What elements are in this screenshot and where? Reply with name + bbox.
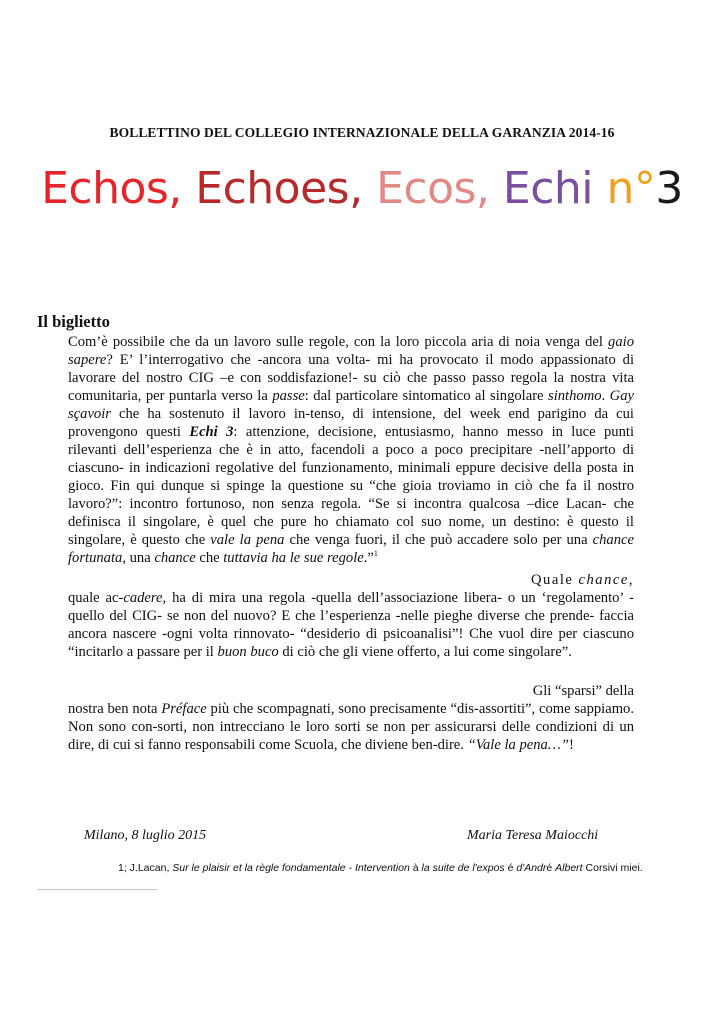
paragraph-3: Gli “sparsi” della nostra ben nota Préface più che scompagnati, sono precisamente “dis-assortiti”, come sappiamo. Non sono con-sorti, non intrecciano le loro sorti se non per assicurarsi delle condizioni di un dire, di cui si fanno responsabili come Scuola, che diviene ben-dire. “Vale la pena…”! xyxy=(68,683,635,753)
title-word-ecos: Ecos, xyxy=(376,163,490,214)
section-title: Il biglietto xyxy=(37,312,110,331)
title-issue-number: 3 xyxy=(655,163,683,214)
paragraph-2: Quale chance, quale ac-cadere, ha di mira una regola -quella dell’associazione libera- o un ‘regolamento’ - quello del CIG- se non del nuovo? E che l’esperienza -nelle pieghe diverse che prende- faccia ancora nascere -ogni volta rinnovato- “desiderio di psicoanalisi”! Che vuol dire per ciascuno “incitarlo a passare per il buon buco di ciò che gli viene offerto, a lui come singolare”. xyxy=(68,572,634,660)
bulletin-header: BOLLETTINO DEL COLLEGIO INTERNAZIONALE DELLA GARANZIA 2014-16 xyxy=(109,125,615,140)
paragraph-1: Com’è possibile che da un lavoro sulle regole, con la loro piccola aria di noia venga del gaio sapere? E’ l’interrogativo che -ancora una volta- mi ha provocato il modo appassionato di lavorare del nostro CIG –e con soddisfazione!- su ciò che passo passo regola la nostra vita comunitaria, per puntarla verso la passe: dal particolare sintomatico al singolare sinthomo. Gay sçavoir che ha sostenuto il lavoro in-tenso, di intensione, del week end parigino da cui provengono questi Echi 3: attenzione, decisione, entusiasmo, hanno messo in luce punti rilevanti dell’esperienza che è in atto, facendoli a poco a poco precipitare -nell’apporto di ciascuno- in indicazioni regolative del funzionamento, minimali eppure decisive della posta in gioco. Fin qui dunque si spinge la questione su “che gioia troviamo in ciò che fa il nostro lavoro?”: incontro fortunoso, non senza regola. “Se si incontra qualcosa –dice Lacan- che definisca il singolare, è quel che pure ho chiamato col suo nome, un destino: è questo il singolare, è questo che vale la pena che venga fuori, il che può accadere solo per una chance fortunata, una chance che tuttavia ha le sue regole.”$^1$ xyxy=(68,334,634,566)
signature-place-date: Milano, 8 luglio 2015 xyxy=(84,828,207,843)
paragraph-3-lead: Gli “sparsi” della xyxy=(532,683,634,699)
footnote-divider xyxy=(37,889,157,890)
bulletin-title xyxy=(0,163,724,214)
title-issue-label: n° xyxy=(606,163,656,214)
title-word-echoes: Echoes, xyxy=(195,163,363,214)
title-word-echos: Echos, xyxy=(41,163,182,214)
title-word-echi: Echi xyxy=(502,163,594,214)
signature-author: Maria Teresa Maiocchi xyxy=(467,828,599,843)
footnote-1: 1; J.Lacan, Sur le plaisir et la règle fondamentale - Intervention à la suite de l'expos é d'André Albert Corsivi miei. xyxy=(118,862,643,874)
footnote-ref[interactable]: 1 xyxy=(373,549,378,559)
paragraph-2-lead: Quale chance, xyxy=(531,572,634,588)
